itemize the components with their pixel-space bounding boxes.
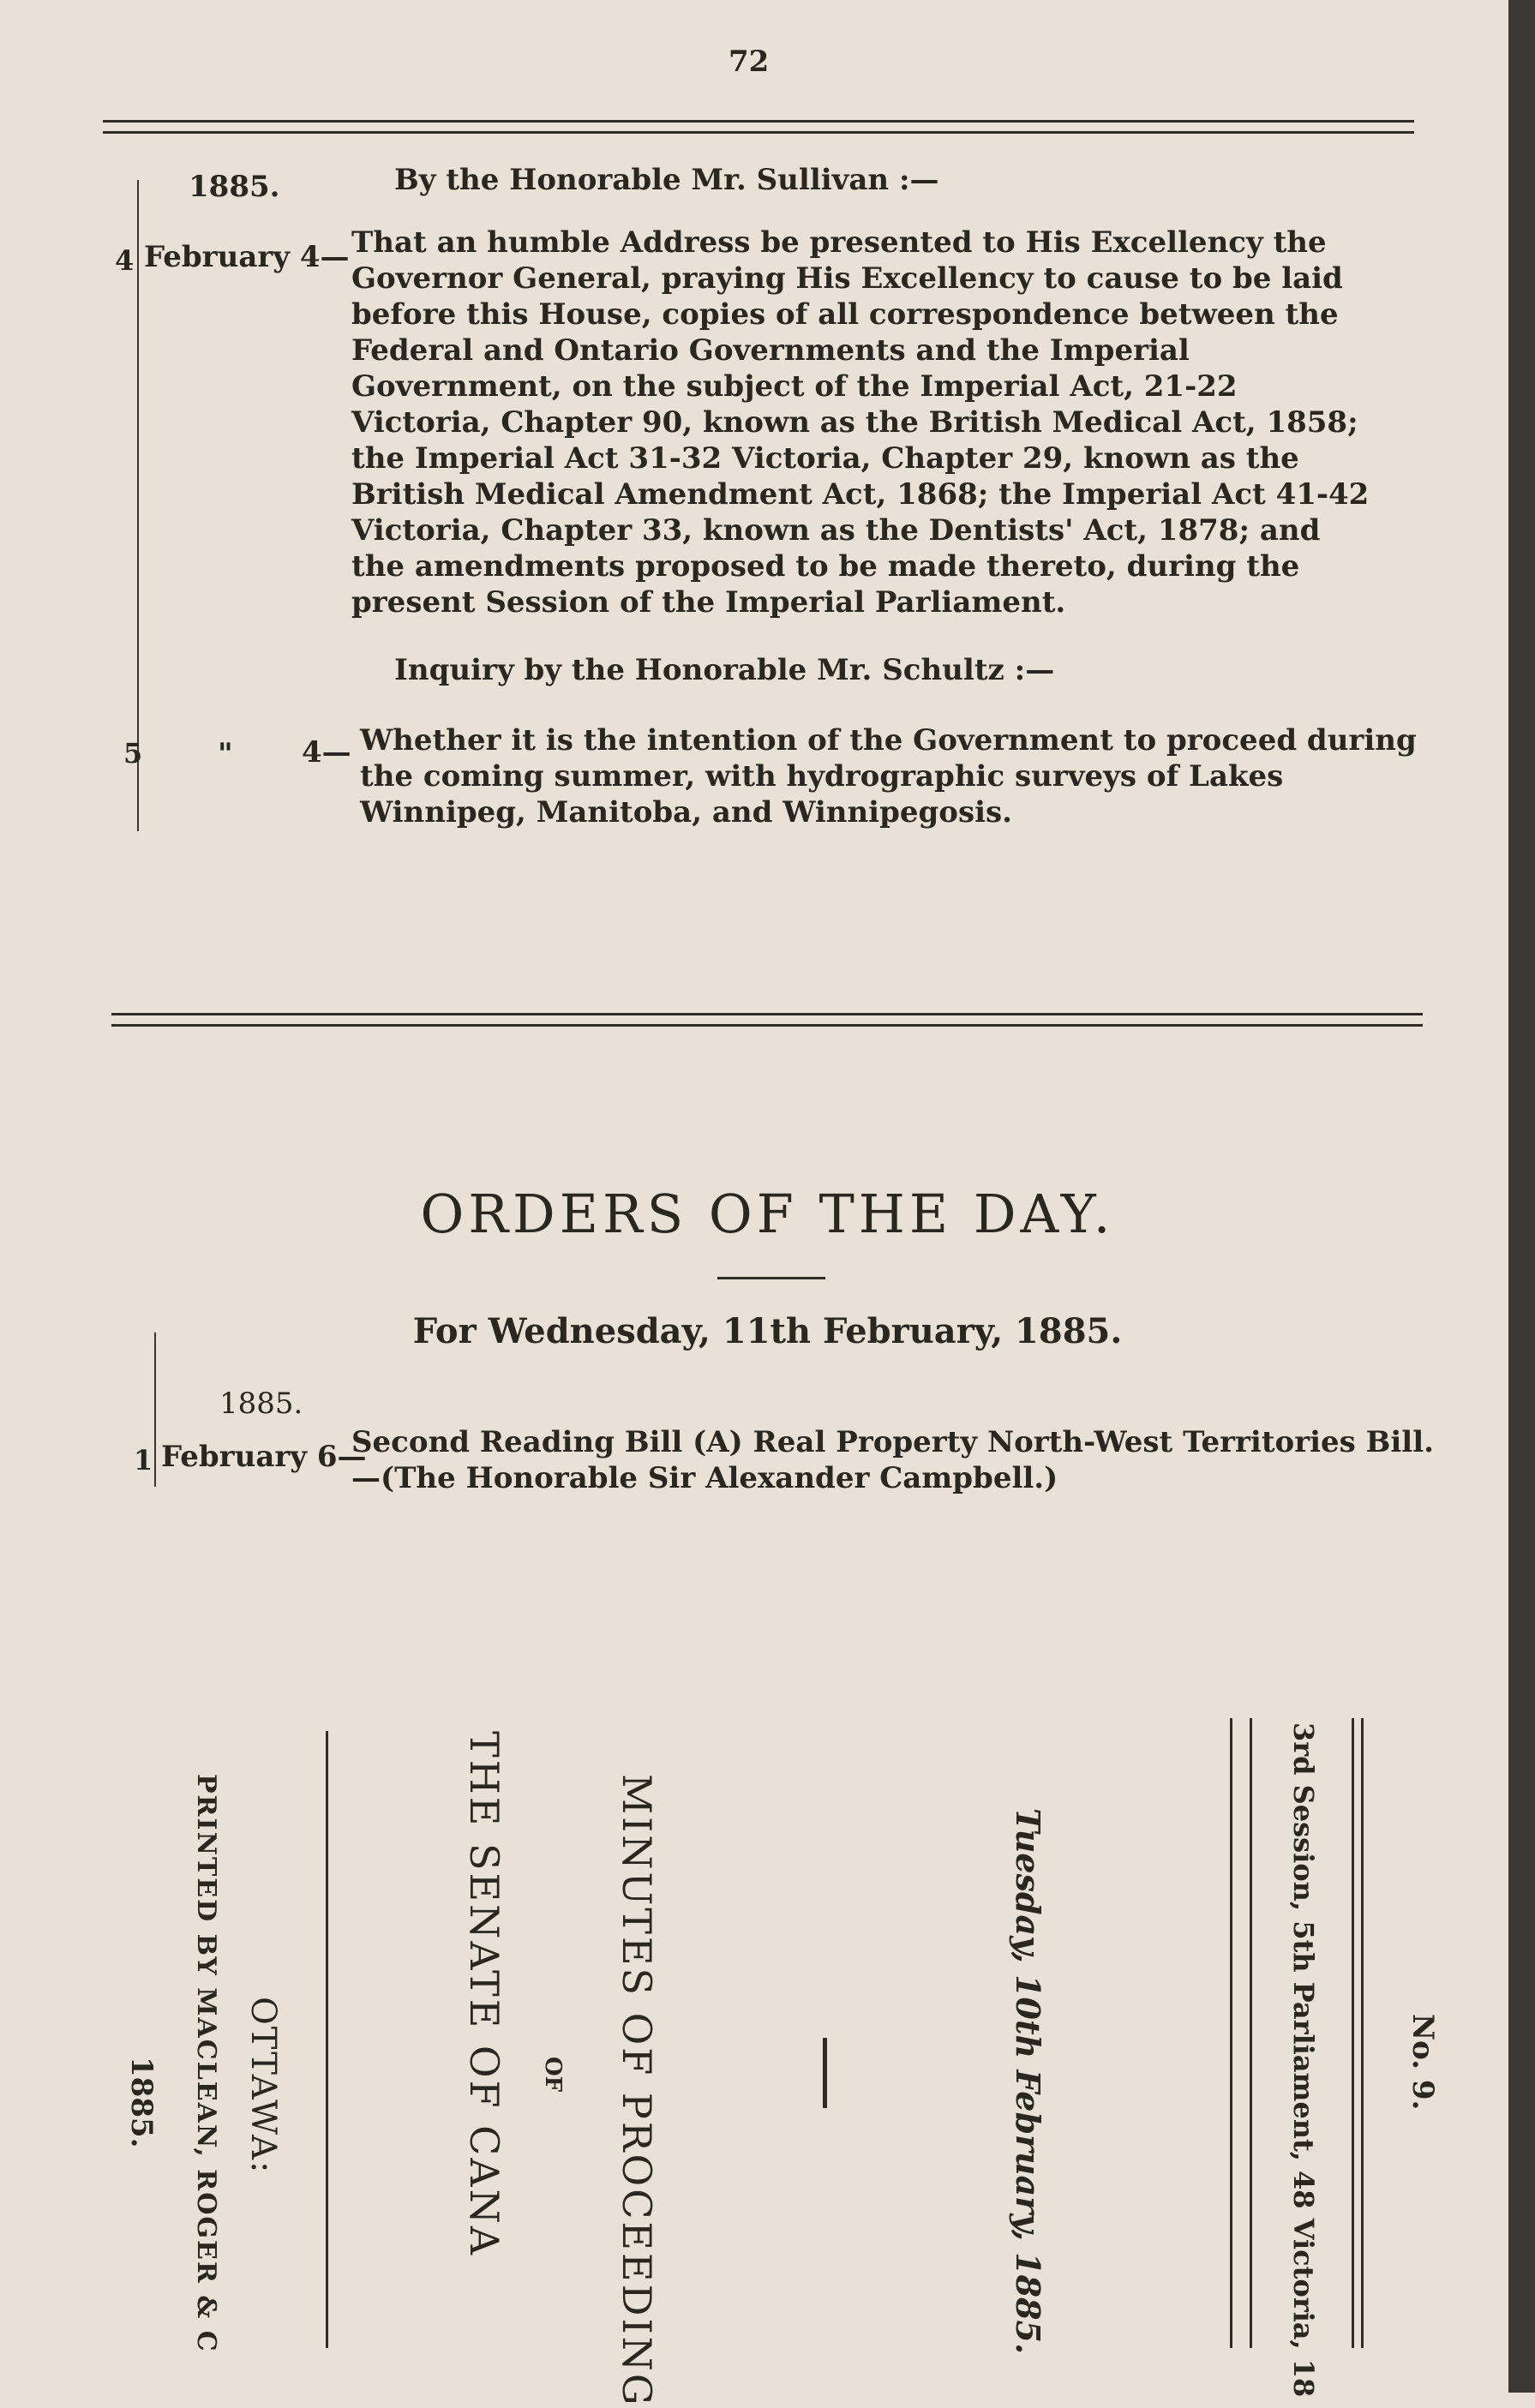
orders-text: Second Reading Bill (A) Real Property North-West Territories Bill.—(The Honorable Sir Alexander Campbell.) [351, 1425, 1434, 1495]
orders-title: ORDERS OF THE DAY. [420, 1183, 1115, 1245]
section2-date: 4— [302, 735, 351, 770]
section2-ditto-mark: " [218, 737, 233, 771]
section2-item-number: 5 [123, 737, 143, 770]
orders-margin-line [154, 1333, 156, 1487]
top-double-rule [103, 120, 1414, 134]
orders-year: 1885. [219, 1387, 303, 1421]
section2-text: Whether it is the intention of the Government to proceed during the coming summer, with hydrographic surveys of Lakes Winnipeg, Manitoba, and Winnipegosis. [360, 723, 1417, 830]
cover-short-bar [823, 2038, 827, 2108]
orders-item-number: 1 [134, 1444, 153, 1477]
page-number: 72 [729, 45, 770, 79]
margin-vertical-line [137, 180, 139, 831]
section1-year: 1885. [189, 170, 280, 204]
cover-minutes-title: MINUTES OF PROCEEDING [614, 1774, 660, 2408]
cover-of: OF [540, 2057, 566, 2093]
cover-frame-double-line [1352, 1718, 1364, 2348]
title-short-rule [717, 1277, 825, 1279]
cover-number: No. 9. [1406, 2014, 1440, 2111]
section1-date: February 4— [144, 240, 350, 274]
section1-heading: By the Honorable Mr. Sullivan :— [394, 163, 939, 197]
orders-date: February 6— [161, 1440, 367, 1474]
cover-year: 1885. [124, 2057, 159, 2148]
cover-date: Tuesday, 10th February, 1885. [1009, 1808, 1047, 2355]
page-edge-shadow [1508, 0, 1535, 2393]
middle-double-rule [111, 1013, 1423, 1027]
section1-item-number: 4 [115, 244, 135, 277]
section2-heading: Inquiry by the Honorable Mr. Schultz :— [394, 653, 1055, 687]
orders-subtitle: For Wednesday, 11th February, 1885. [412, 1311, 1123, 1351]
cover-frame-line [1230, 1718, 1232, 2348]
section1-text: That an humble Address be presented to His Excellency the Governor General, praying His Excellency to cause to be laid before this House, copies of all correspondence between the Federal and Ontario Governments and the Imperial Government, on the subject of the Imperial Act, 21-22 Victoria, Chapter 90, known as the British Medical Act, 1858; the Imperial Act 31-32 Victoria, Chapter 29, known as the British Medical Amendment Act, 1868; the Imperial Act 41-42 Victoria, Chapter 33, known as the Dentists' Act, 1878; and the amendments proposed to be made thereto, during the present Session of the Imperial Parliament. [351, 225, 1370, 620]
cover-frame-line [326, 1731, 328, 2348]
cover-session: 3rd Session, 5th Parliament, 48 Victoria, 18 [1287, 1722, 1320, 2398]
cover-frame-line [1250, 1718, 1252, 2348]
cover-senate: THE SENATE OF CANA [461, 1731, 507, 2258]
cover-ottawa: OTTAWA: [243, 1997, 283, 2175]
cover-printer: PRINTED BY MACLEAN, ROGER & C [191, 1774, 221, 2353]
